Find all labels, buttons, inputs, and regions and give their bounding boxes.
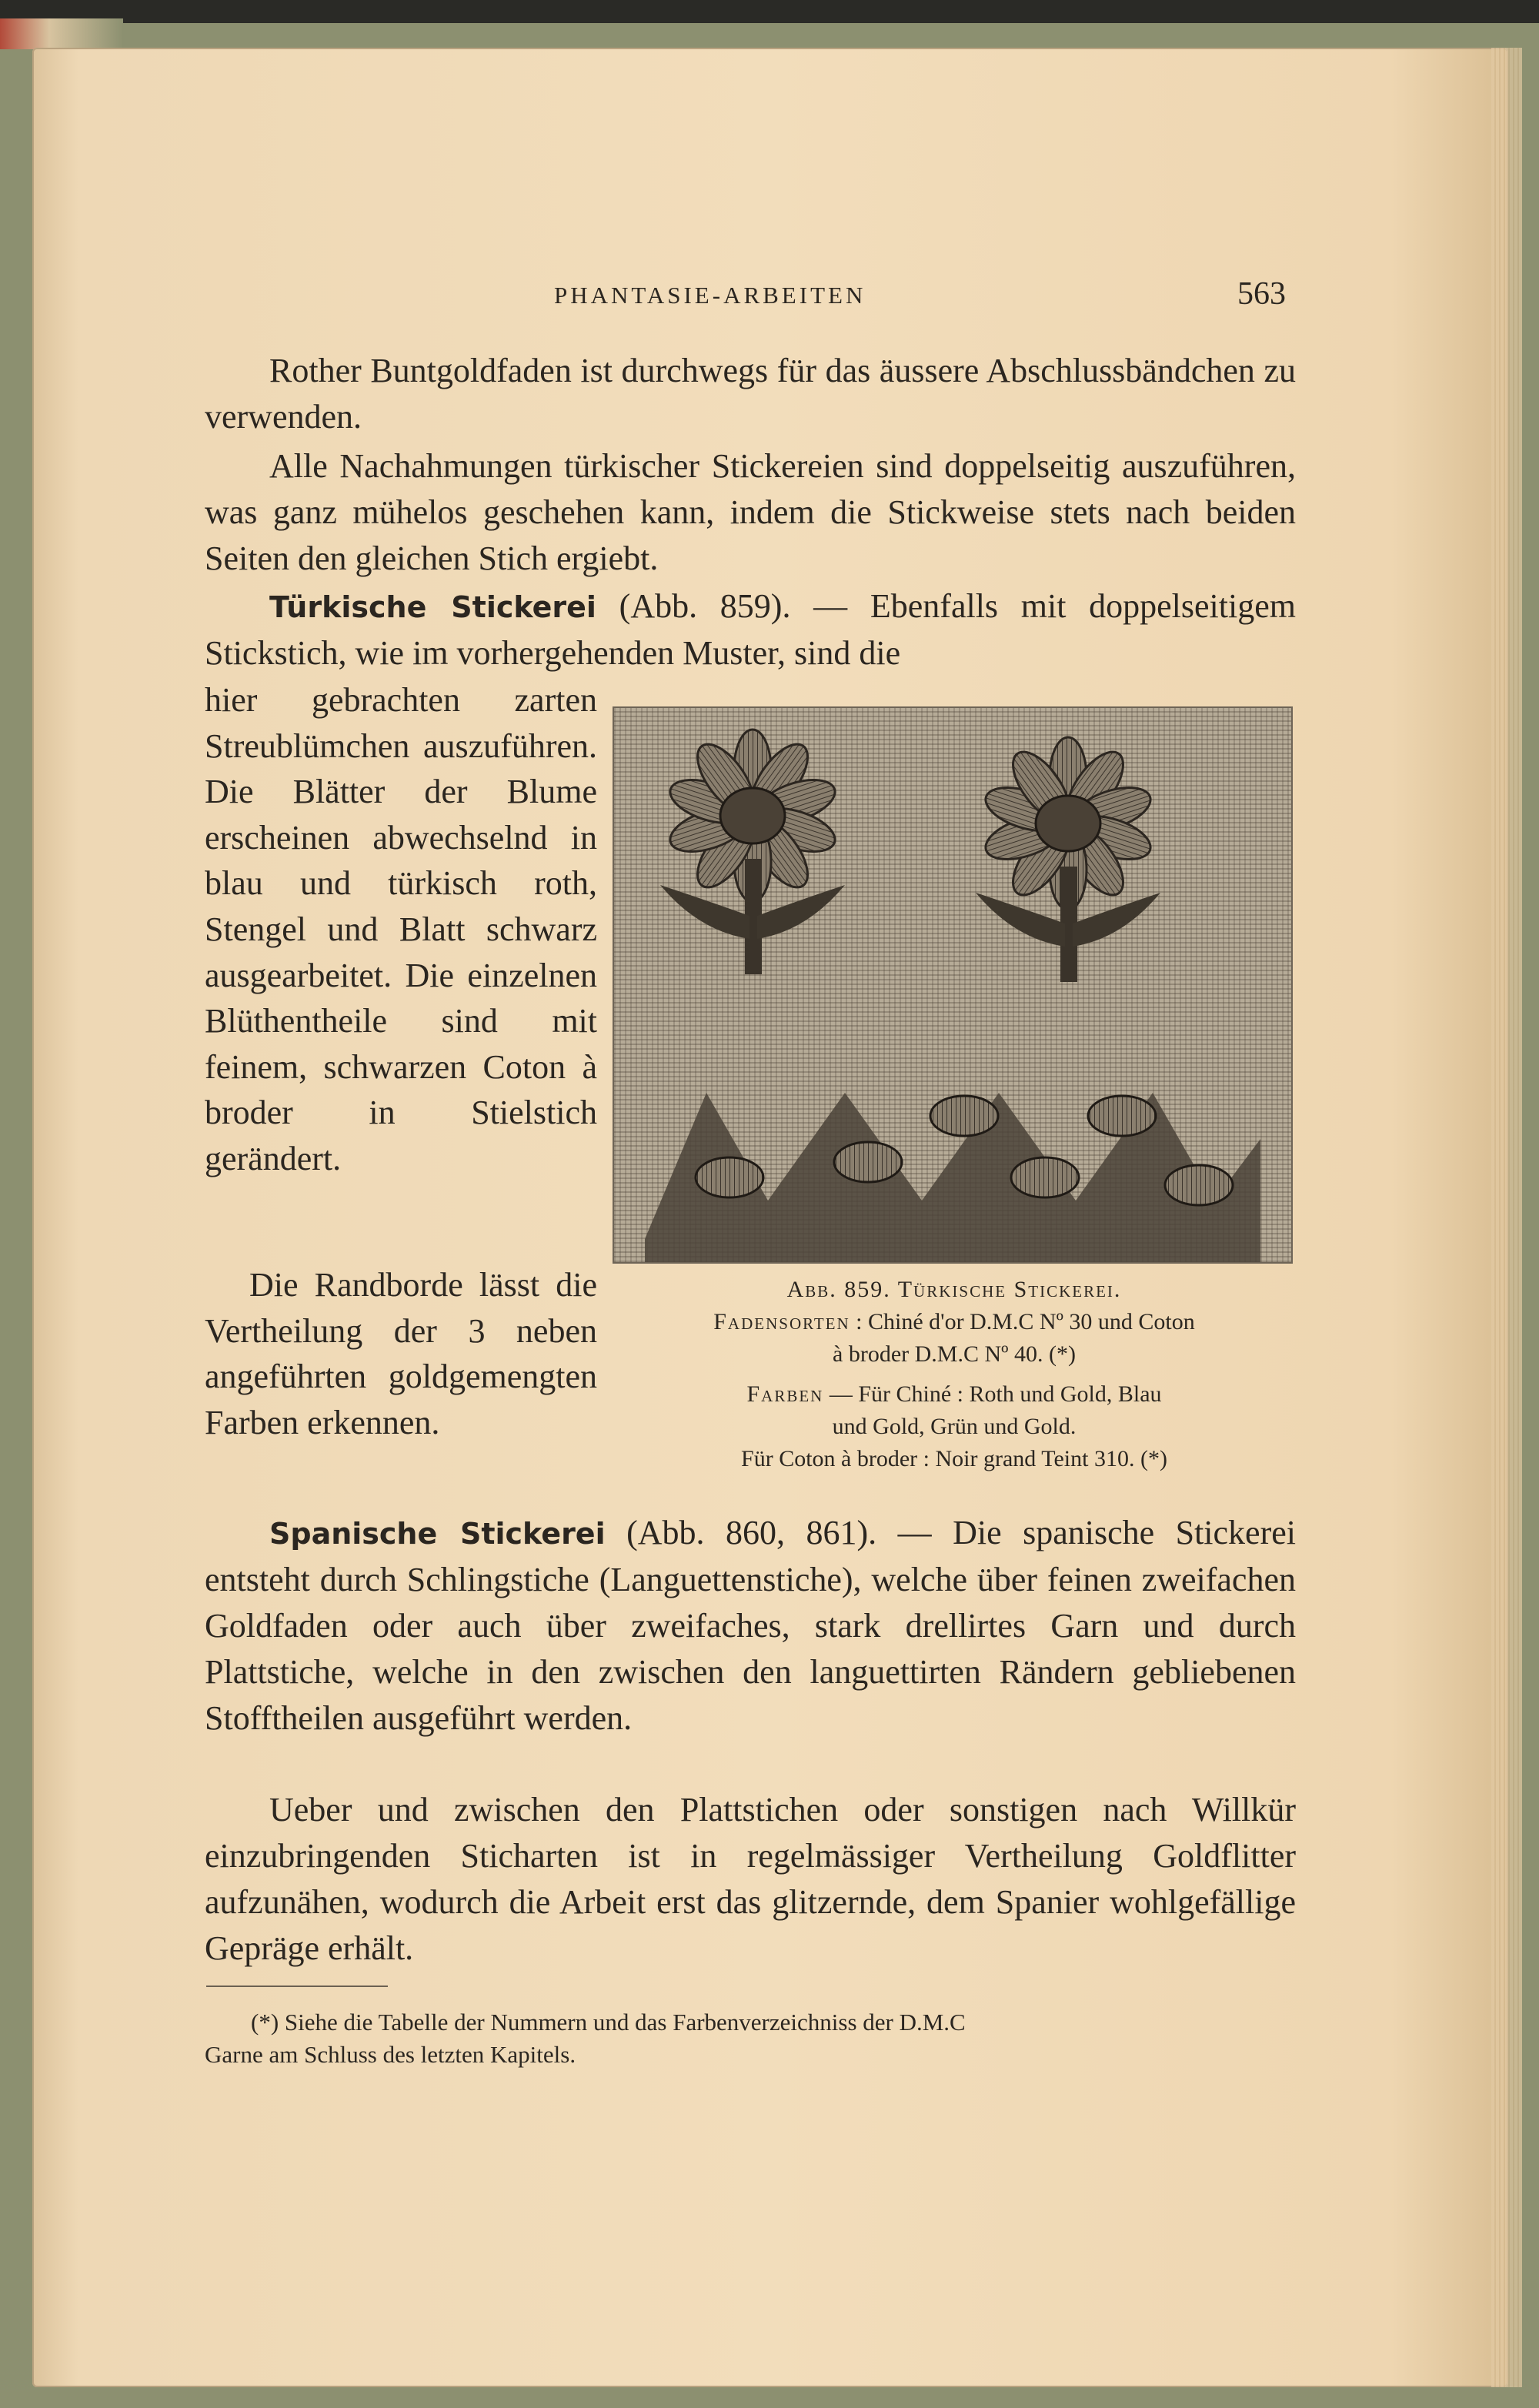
spine-fragment (0, 18, 123, 49)
right-flower (976, 737, 1160, 982)
turkish-side-text-2: Die Randborde lässt die Vertheilung der 3 neben angeführten goldgemengten Farben erkennen. (205, 1266, 597, 1441)
fadensorten-line-2: à broder D.M.C Nº 40. (*) (833, 1341, 1076, 1367)
running-title: PHANTASIE-ARBEITEN (554, 282, 866, 309)
farben-line-2: und Gold, Grün und Gold. (832, 1414, 1077, 1439)
turkish-side-text: hier gebrachten zarten Streublümchen auszuführen. Die Blätter der Blume erscheinen abwechselnd in blau und türkisch roth, Stengel und Blatt schwarz ausgearbeitet. Die einzelnen Blüthentheile sind mit feinem, schwarzen Coton à broder in Stielstich gerändert. (205, 681, 597, 1177)
farben-line-1 (608, 1379, 1300, 1410)
border-band (645, 1093, 1260, 1262)
farben-line-3: Für Coton à broder : Noir grand Teint 310. (*) (741, 1446, 1167, 1471)
page-number: 563 (1237, 276, 1286, 312)
paragraph-2: Alle Nachahmungen türkischer Stickereien sind doppelseitig auszuführen, was ganz mühelos geschehen kann, indem die Stickweise stets nach beiden Seiten den gleichen Stich ergiebt. (205, 447, 1296, 577)
footnote-rule (206, 1986, 388, 1987)
turkish-intro: (Abb. 859). — Ebenfalls mit doppelseitigem Stickstich, wie im vorhergehenden Muster, sind die (205, 587, 1296, 672)
farben-label: Farben (746, 1381, 824, 1407)
spanish-text: (Abb. 860, 861). — Die spanische Stickerei entsteht durch Schlingstiche (Languettenstiche), welche über feinen zweifachen Goldfaden oder auch über zweifaches, stark drellirtes Garn und durch Plattstiche, welche in den zwischen den languettirten Rändern gebliebenen Stofftheilen ausgeführt werden. (205, 1514, 1296, 1737)
embroidery-drawing (614, 708, 1291, 1262)
paragraph-1: Rother Buntgoldfaden ist durchwegs für das äussere Abschlussbändchen zu verwenden. (205, 352, 1296, 436)
figure-label-text: Abb. 859. Türkische Stickerei. (786, 1277, 1122, 1302)
fadensorten-line-1 (608, 1307, 1300, 1338)
spanish-heading: Spanische Stickerei (269, 1517, 606, 1551)
footnote-line-2: Garne am Schluss des letzten Kapitels. (205, 2041, 576, 2068)
footnote-line-1: (*) Siehe die Tabelle der Nummern und das Farbenverzeichniss der D.M.C (251, 2009, 966, 2036)
left-flower (660, 730, 845, 974)
fadensorten-label: Fadensorten (713, 1309, 850, 1334)
footnote (205, 2006, 1297, 2071)
page-edge (1491, 48, 1522, 2387)
farben-text-1: — Für Chiné : Roth und Gold, Blau (823, 1381, 1162, 1407)
turkish-intro-paragraph (205, 583, 1296, 676)
spanish-paragraph (205, 1510, 1296, 1742)
embroidery-illustration (613, 706, 1293, 1264)
paragraph-last: Ueber und zwischen den Plattstichen oder sonstigen nach Willkür einzubringenden Sticharten ist in regelmässiger Vertheilung Goldflitter aufzunähen, wodurch die Arbeit erst das glitzernde, dem Spanier wohlgefällige Gepräge erhält. (205, 1791, 1296, 1967)
turkish-heading: Türkische Stickerei (269, 590, 596, 624)
fadensorten-text-1: : Chiné d'or D.M.C Nº 30 und Coton (850, 1309, 1195, 1334)
figure-label (608, 1274, 1300, 1305)
